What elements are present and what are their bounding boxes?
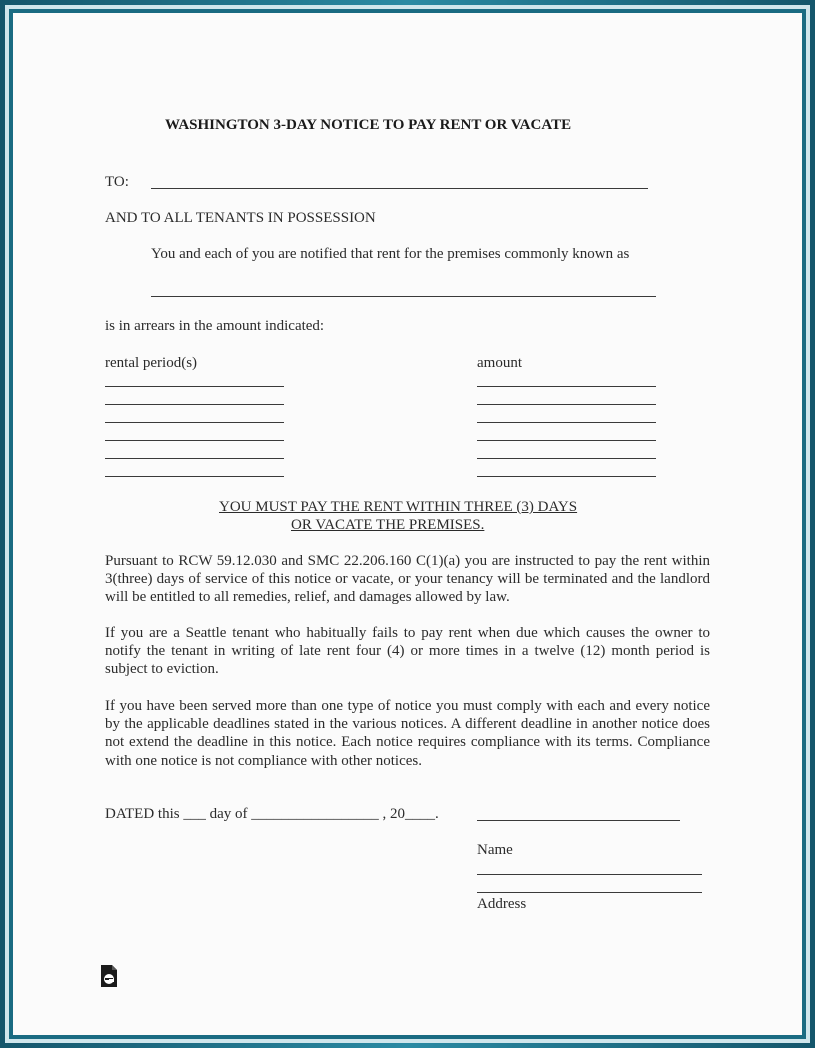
rental-period-line[interactable] xyxy=(105,476,284,477)
premises-field-line[interactable] xyxy=(151,296,656,297)
paragraph-multiple-notices: If you have been served more than one type of notice you must comply with each and every notice by the applicable deadlines stated in the various notices. A different deadline in another notice does not extend the deadline in this notice. Each notice requires compliance with its terms. Compliance with one notice is not compliance with other notices. xyxy=(105,698,710,769)
name-field-line[interactable] xyxy=(477,874,702,875)
warning-line-1: YOU MUST PAY THE RENT WITHIN THREE (3) DAYS xyxy=(219,499,578,515)
rental-period-line[interactable] xyxy=(105,404,284,405)
paragraph-habitual: If you are a Seattle tenant who habitually fails to pay rent when due which causes the owner to notify the tenant in writing of late rent four (4) or more times in a twelve (12) month period is subject to eviction. xyxy=(105,625,710,678)
to-label: TO: xyxy=(105,174,129,190)
notified-text: You and each of you are notified that rent for the premises commonly known as xyxy=(151,246,630,262)
document-e-icon xyxy=(100,964,118,988)
amount-line[interactable] xyxy=(477,440,656,441)
address-field-line[interactable] xyxy=(477,892,702,893)
amount-line[interactable] xyxy=(477,386,656,387)
all-tenants-text: AND TO ALL TENANTS IN POSSESSION xyxy=(105,210,376,226)
signature-line[interactable] xyxy=(477,820,680,821)
address-label: Address xyxy=(477,896,527,912)
amount-line[interactable] xyxy=(477,422,656,423)
amount-line[interactable] xyxy=(477,458,656,459)
name-label: Name xyxy=(477,842,513,858)
document-title: WASHINGTON 3-DAY NOTICE TO PAY RENT OR VACATE xyxy=(165,117,572,133)
amount-line[interactable] xyxy=(477,404,656,405)
to-field-line[interactable] xyxy=(151,188,648,189)
arrears-text: is in arrears in the amount indicated: xyxy=(105,318,325,334)
rental-period-line[interactable] xyxy=(105,422,284,423)
rental-period-header: rental period(s) xyxy=(105,355,198,371)
dated-line: DATED this ___ day of _________________ , 20____. xyxy=(105,806,439,822)
warning-line-2: OR VACATE THE PREMISES. xyxy=(291,517,485,533)
rental-period-line[interactable] xyxy=(105,458,284,459)
paragraph-pursuant: Pursuant to RCW 59.12.030 and SMC 22.206.160 C(1)(a) you are instructed to pay the rent within 3(three) days of service of this notice or vacate, or your tenancy will be terminated and the landlord will be entitled to all remedies, relief, and damages allowed by law. xyxy=(105,553,710,606)
rental-period-line[interactable] xyxy=(105,386,284,387)
amount-header: amount xyxy=(477,355,522,371)
rental-period-line[interactable] xyxy=(105,440,284,441)
amount-line[interactable] xyxy=(477,476,656,477)
